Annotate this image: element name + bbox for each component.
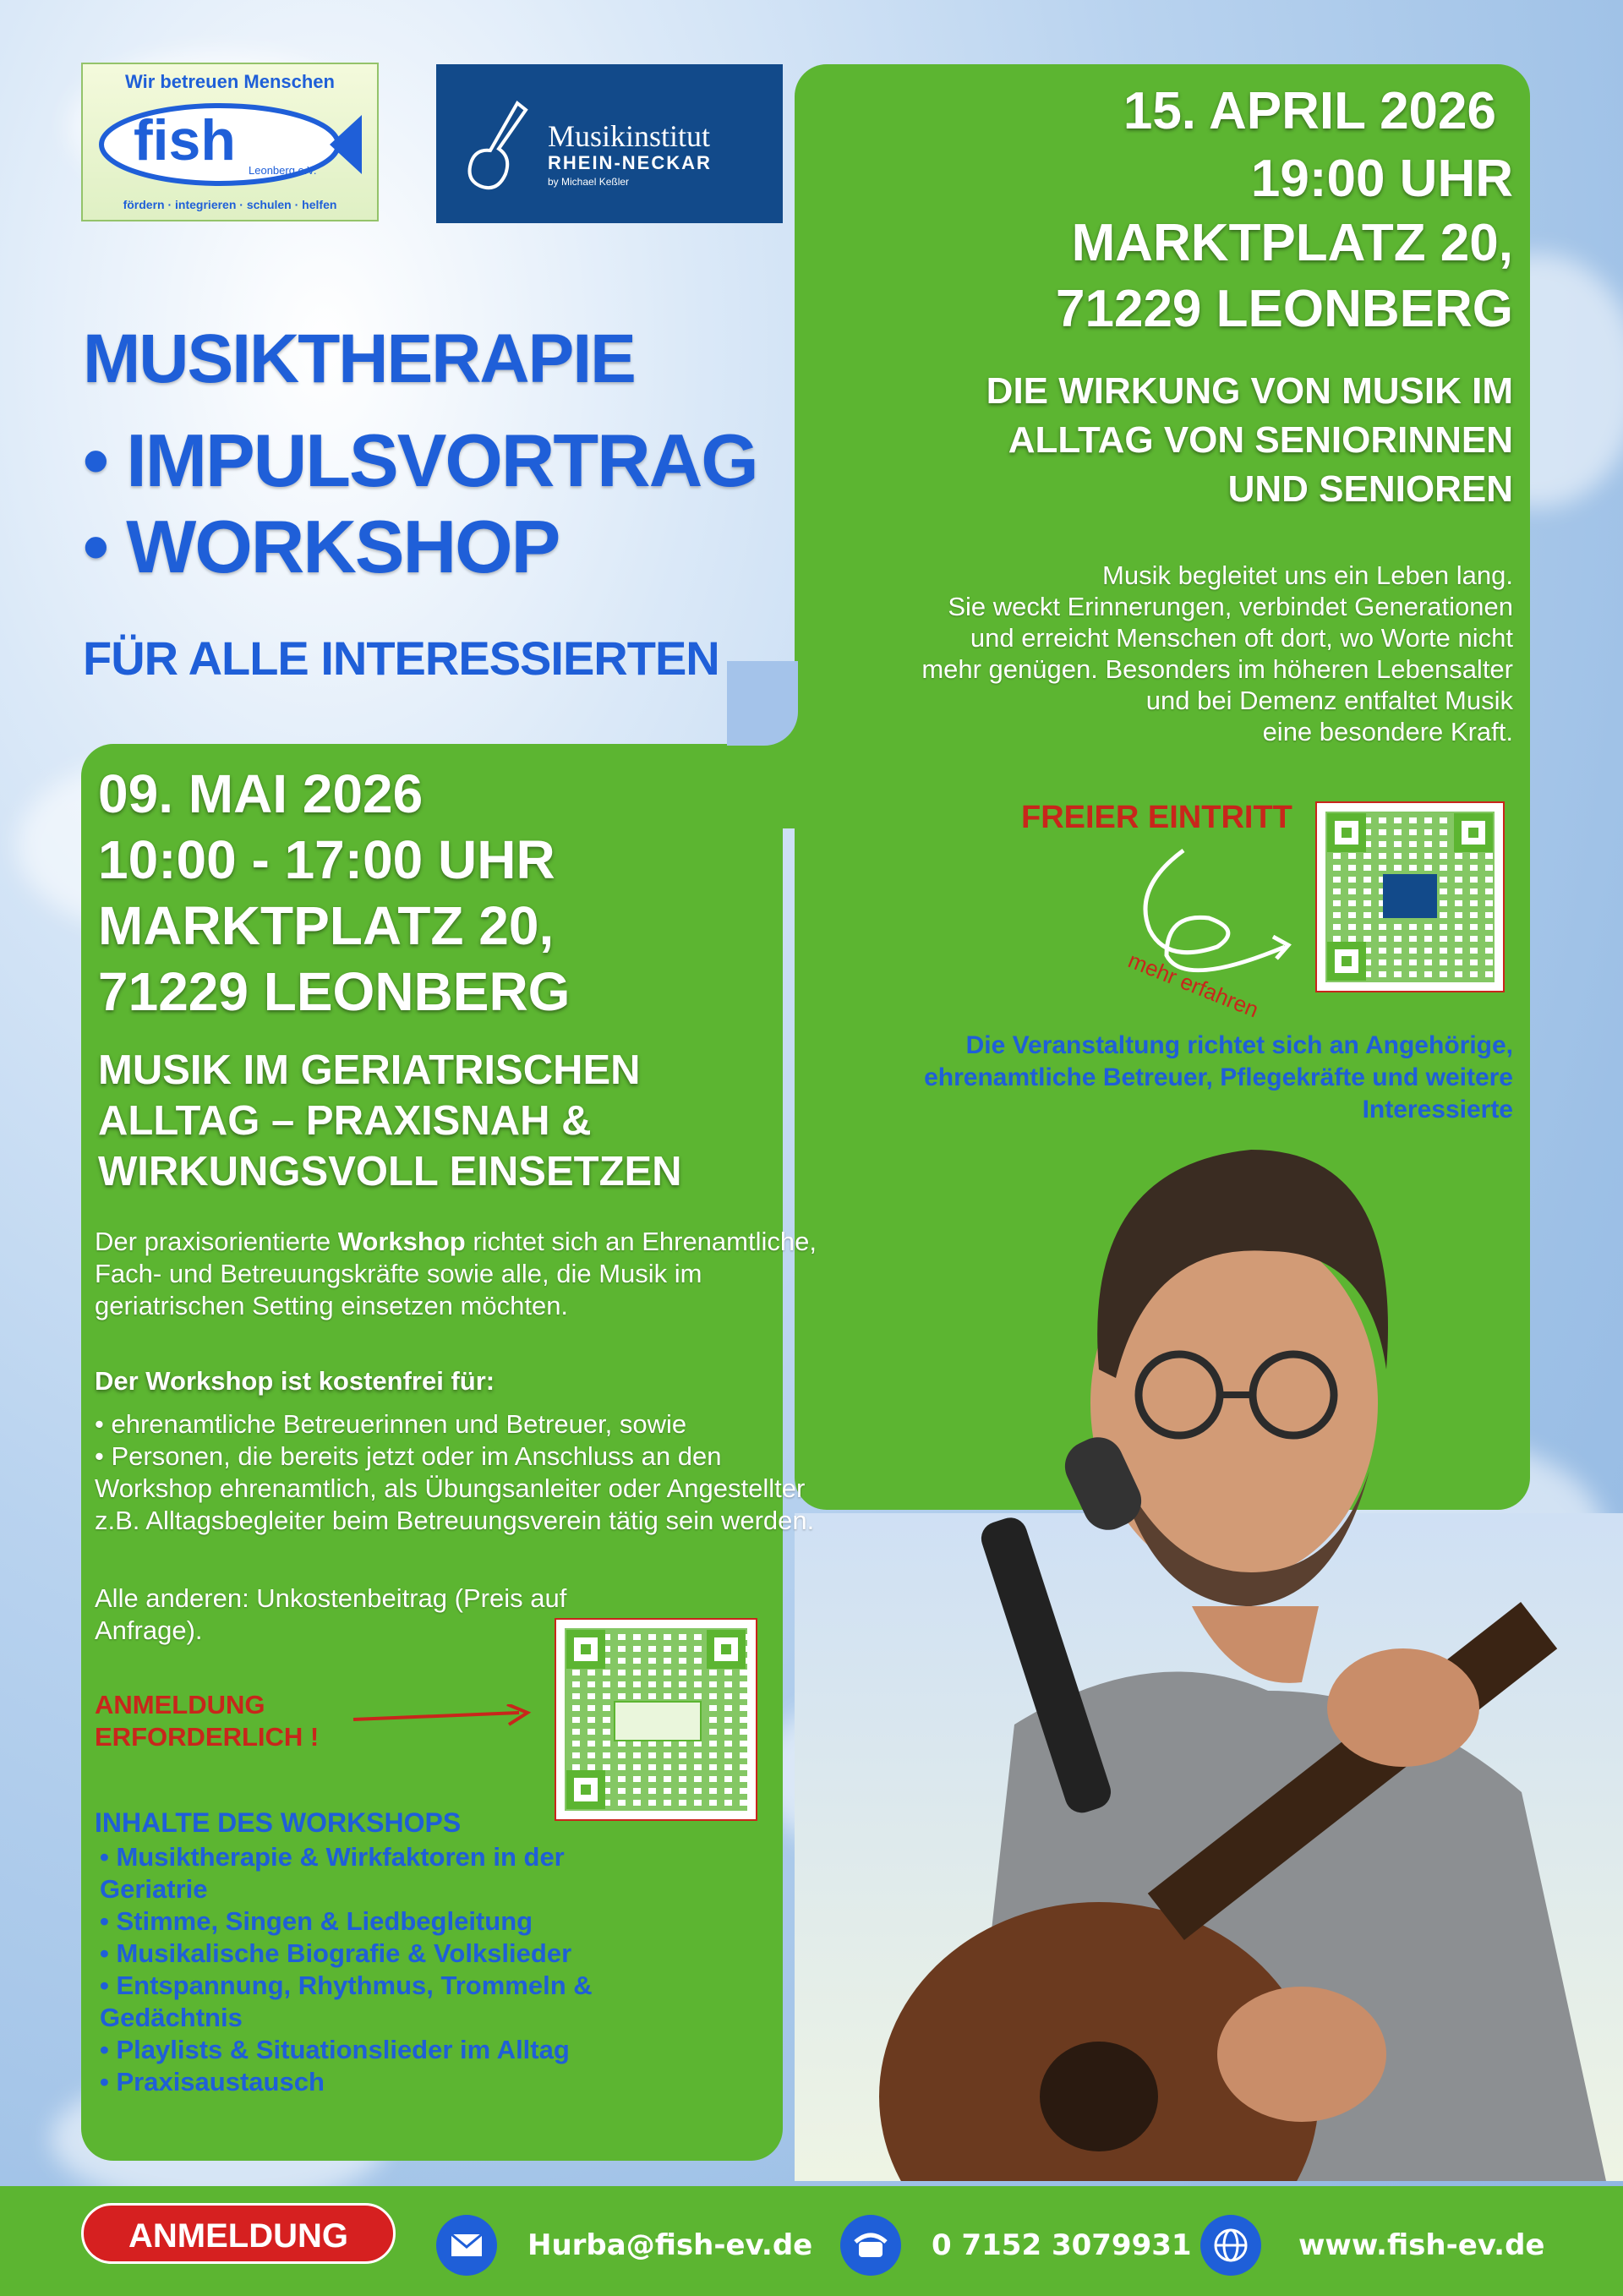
- registration-required: [95, 1689, 319, 1753]
- phone-icon: [840, 2215, 901, 2276]
- talk-description: [921, 560, 1513, 747]
- musikinstitut-mini-logo: [1383, 874, 1437, 918]
- workshop-free-list: [95, 1408, 822, 1537]
- workshop-time: 10:00 - 17:00 UHR: [98, 829, 555, 890]
- headline-item-workshop: • WORKSHOP: [83, 505, 560, 588]
- email-text[interactable]: Hurba@fish-ev.de: [527, 2228, 813, 2262]
- workshop-content-item: • Entspannung, Rhythmus, Trommeln & Gedächtnis: [100, 1971, 593, 2032]
- workshop-subtitle-line: MUSIK IM GERIATRISCHEN: [98, 1047, 641, 1093]
- workshop-contents-heading: INHALTE DES WORKSHOPS: [95, 1807, 462, 1838]
- talk-time: 19:00 UHR: [1250, 150, 1513, 208]
- workshop-free-item: • Personen, die bereits jetzt oder im Anschluss an den Workshop ehrenamtlich, als Übungsanleiter oder Angestellter z.B. Alltagsbegleiter beim Betreuungsverein tätig sein werden.: [95, 1441, 815, 1535]
- musikinstitut-logo: [436, 64, 783, 223]
- registration-line: ANMELDUNG: [95, 1690, 265, 1719]
- talk-description-line: und bei Demenz entfaltet Musik: [1145, 686, 1513, 715]
- workshop-content-item: • Praxisaustausch: [100, 2067, 325, 2096]
- talk-subtitle-line: DIE WIRKUNG VON MUSIK IM: [986, 370, 1513, 412]
- workshop-intro-bold: Workshop: [337, 1227, 466, 1256]
- registration-line: ERFORDERLICH !: [95, 1722, 320, 1752]
- workshop-subtitle-line: WIRKUNGSVOLL EINSETZEN: [98, 1149, 682, 1194]
- talk-date: 15. APRIL 2026: [1123, 82, 1496, 140]
- phone-text[interactable]: 0 7152 3079931: [932, 2228, 1192, 2262]
- workshop-content-item: • Playlists & Situationslieder im Alltag: [100, 2035, 570, 2064]
- guitar-logo-icon: [465, 98, 541, 200]
- talk-target-group: [924, 1030, 1513, 1126]
- fish-logo: [81, 63, 379, 221]
- musikinstitut-logo-line2: RHEIN-NECKAR: [548, 152, 712, 173]
- musician-photo: [795, 1099, 1623, 2181]
- workshop-address-1: MARKTPLATZ 20,: [98, 895, 555, 956]
- footer-website[interactable]: [1200, 2215, 1545, 2276]
- talk-subtitle: [986, 367, 1513, 514]
- workshop-free-heading: Der Workshop ist kostenfrei für:: [95, 1366, 495, 1396]
- talk-description-line: eine besondere Kraft.: [1262, 717, 1513, 746]
- workshop-subtitle-line: ALLTAG – PRAXISNAH &: [98, 1098, 592, 1144]
- talk-target-line: ehrenamtliche Betreuer, Pflegekräfte und weitere: [924, 1063, 1513, 1091]
- fish-logo-tagline: Wir betreuen Menschen: [125, 71, 335, 92]
- free-entry-label: FREIER EINTRITT: [1021, 800, 1292, 835]
- talk-description-line: mehr genügen. Besonders im höheren Lebensalter: [921, 654, 1513, 684]
- workshop-content-item: • Stimme, Singen & Liedbegleitung: [100, 1906, 533, 1936]
- headline-item-impulsvortrag: • IMPULSVORTRAG: [83, 418, 757, 502]
- panel-corner-cutout: [727, 661, 798, 746]
- musikinstitut-logo-line3: by Michael Keßler: [548, 176, 630, 188]
- talk-target-line: Interessierte: [1362, 1096, 1513, 1123]
- more-info-label: mehr erfahren: [1124, 947, 1263, 1023]
- talk-description-line: Sie weckt Erinnerungen, verbindet Generationen: [948, 592, 1513, 621]
- fish-logo-sub: Leonberg e.V.: [249, 164, 317, 177]
- headline-audience: FÜR ALLE INTERESSIERTEN: [83, 631, 719, 685]
- headline-title: MUSIKTHERAPIE: [83, 320, 635, 397]
- workshop-subtitle: [98, 1045, 682, 1197]
- talk-subtitle-line: UND SENIOREN: [1227, 468, 1513, 510]
- workshop-others: Alle anderen: Unkostenbeitrag (Preis auf Anfrage).: [95, 1583, 567, 1645]
- talk-description-line: und erreicht Menschen oft dort, wo Worte nicht: [970, 623, 1513, 653]
- workshop-intro-pre: Der praxisorientierte: [95, 1227, 338, 1256]
- workshop-qr-code[interactable]: [555, 1618, 757, 1821]
- workshop-intro-post: richtet sich an Ehrenamtliche, Fach- und Betreuungskräfte sowie alle, die Musik im geriatrischen Setting einsetzen möchten.: [95, 1227, 817, 1320]
- workshop-address-2: 71229 LEONBERG: [98, 961, 571, 1022]
- fish-logo-name: fish: [134, 108, 236, 172]
- workshop-free-item: • ehrenamtliche Betreuerinnen und Betreuer, sowie: [95, 1409, 687, 1439]
- talk-address-2: 71229 LEONBERG: [1056, 280, 1513, 338]
- fish-logo-motto: fördern · integrieren · schulen · helfen: [123, 198, 337, 211]
- globe-icon: [1200, 2215, 1261, 2276]
- workshop-content-item: • Musiktherapie & Wirkfaktoren in der Geriatrie: [100, 1842, 565, 1904]
- workshop-contents-list: [100, 1841, 624, 2098]
- footer-phone[interactable]: [840, 2215, 1192, 2276]
- register-button[interactable]: ANMELDUNG: [81, 2203, 396, 2264]
- talk-qr-code[interactable]: [1315, 801, 1505, 992]
- talk-subtitle-line: ALLTAG VON SENIORINNEN: [1008, 419, 1513, 461]
- talk-address-1: MARKTPLATZ 20,: [1071, 214, 1513, 272]
- musikinstitut-logo-line1: Musikinstitut: [548, 119, 711, 153]
- workshop-content-item: • Musikalische Biografie & Volkslieder: [100, 1938, 572, 1968]
- email-icon: [436, 2215, 497, 2276]
- footer-email[interactable]: [436, 2215, 812, 2276]
- fish-mini-logo: [614, 1701, 702, 1741]
- talk-target-line: Die Veranstaltung richtet sich an Angehörige,: [965, 1031, 1513, 1059]
- workshop-intro: [95, 1226, 839, 1322]
- workshop-date: 09. MAI 2026: [98, 763, 424, 824]
- talk-description-line: Musik begleitet uns ein Leben lang.: [1102, 560, 1513, 590]
- arrow-right-icon: [350, 1704, 536, 1730]
- website-text[interactable]: www.fish-ev.de: [1298, 2228, 1545, 2262]
